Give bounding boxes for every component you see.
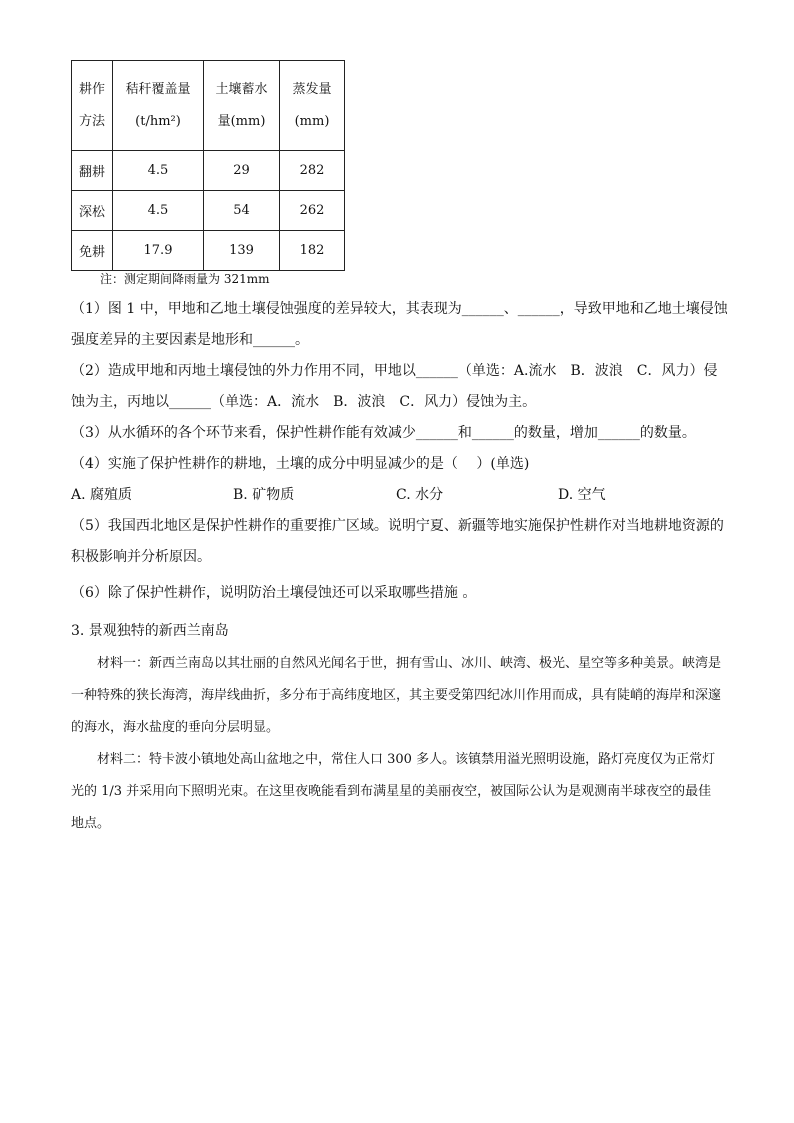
header-text: (mm) xyxy=(294,113,330,129)
option-d: D. 空气 xyxy=(558,487,606,503)
header-text: (t/hm²) xyxy=(135,113,181,129)
table-row xyxy=(72,151,345,191)
table-row xyxy=(72,191,345,231)
table-cell: 182 xyxy=(280,231,345,271)
question-4-options xyxy=(71,484,731,508)
table-cell: 139 xyxy=(204,231,280,271)
header-text: 耕作 xyxy=(78,81,105,97)
table-cell: 免耕 xyxy=(72,231,113,271)
option-c: C. 水分 xyxy=(396,487,444,503)
question-5: （5）我国西北地区是保护性耕作的重要推广区域。说明宁夏、新疆等地实施保护性耕作对当地耕地资源的积极影响并分析原因。 xyxy=(71,518,724,565)
option-b: B. 矿物质 xyxy=(233,487,295,503)
table-cell: 29 xyxy=(204,151,280,191)
question-4: （4）实施了保护性耕作的耕地，土壤的成分中明显减少的是（ ）(单选) xyxy=(71,456,530,472)
table-row xyxy=(72,231,345,271)
table-cell: 262 xyxy=(280,191,345,231)
table-cell: 深松 xyxy=(72,191,113,231)
table-cell: 54 xyxy=(204,191,280,231)
question-1: （1）图 1 中，甲地和乙地土壤侵蚀强度的差异较大，其表现为______、______，导致甲地和乙地土壤侵蚀强度差异的主要因素是地形和______。 xyxy=(71,301,728,348)
header-text: 土壤蓄水 xyxy=(215,81,268,97)
question-3: （3）从水循环的各个环节来看，保护性耕作能有效减少______和______的数量，增加______的数量。 xyxy=(71,425,696,441)
option-a: A. 腐殖质 xyxy=(71,487,133,503)
header-cell xyxy=(280,61,345,151)
table-header-row xyxy=(72,61,345,151)
material-one: 材料一：新西兰南岛以其壮丽的自然风光闻名于世，拥有雪山、冰川、峡湾、极光、星空等多种美景。峡湾是一种特殊的狭长海湾，海岸线曲折，多分布于高纬度地区，其主要受第四纪冰川作用而成，具有陡峭的海岸和深邃的海水，海水盐度的垂向分层明显。 xyxy=(71,656,722,735)
table-cell: 4.5 xyxy=(113,191,204,231)
section-title: 3. 景观独特的新西兰南岛 xyxy=(71,623,229,639)
table-cell: 翻耕 xyxy=(72,151,113,191)
table-note: 注：测定期间降雨量为 321mm xyxy=(100,272,270,286)
header-cell xyxy=(72,61,113,151)
table-cell: 17.9 xyxy=(113,231,204,271)
material-two: 材料二：特卡波小镇地处高山盆地之中，常住人口 300 多人。该镇禁用溢光照明设施，路灯亮度仅为正常灯光的 1/3 并采用向下照明光束。在这里夜晚能看到布满星星的美丽夜空，被国际公认为是观测南半球夜空的最佳地点。 xyxy=(71,752,716,831)
table-cell: 282 xyxy=(280,151,345,191)
header-cell xyxy=(113,61,204,151)
tillage-table xyxy=(71,60,345,271)
table-cell: 4.5 xyxy=(113,151,204,191)
header-text: 量(mm) xyxy=(217,113,266,129)
header-cell xyxy=(204,61,280,151)
header-text: 秸秆覆盖量 xyxy=(125,81,191,97)
question-2: （2）造成甲地和丙地土壤侵蚀的外力作用不同，甲地以______（单选：A.流水 B．波浪 C．风力）侵蚀为主，丙地以______（单选：A．流水 B．波浪 C．风力）侵蚀为主。 xyxy=(71,363,718,410)
header-text: 蒸发量 xyxy=(292,81,332,97)
header-text: 方法 xyxy=(78,113,105,129)
question-6: （6）除了保护性耕作，说明防治土壤侵蚀还可以采取哪些措施 。 xyxy=(71,585,477,601)
